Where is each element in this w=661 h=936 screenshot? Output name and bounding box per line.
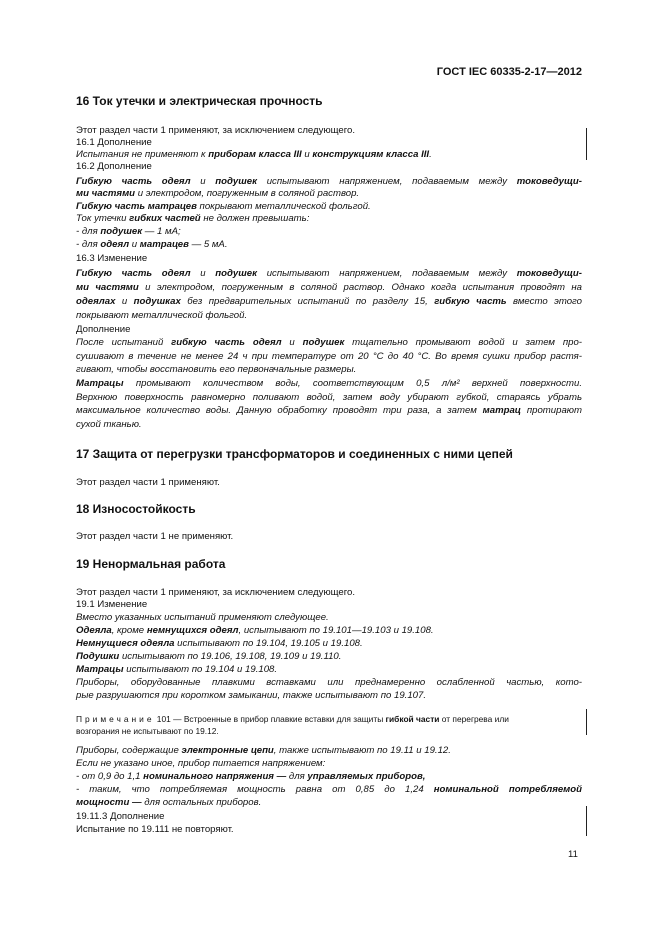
mattress-line1: Матрацы промывают количеством воды, соответствующим 0,5 л/м² верхней поверхности. <box>76 378 582 389</box>
section-18-title: 18 Износостойкость <box>76 502 196 516</box>
page-number: 11 <box>568 849 578 860</box>
clause-16-3-line4: покрывают металлической фольгой. <box>76 310 248 321</box>
section-17-title: 17 Защита от перегрузки трансформаторов и соединенных с ними цепей <box>76 447 513 461</box>
clause-16-1-text: Испытания не применяют к приборам класса III и конструкциям класса III. <box>76 149 432 160</box>
clause-16-2-p3: Ток утечки гибких частей не должен превышать: <box>76 213 310 224</box>
clause-19-e2: Если не указано иное, прибор питается напряжением: <box>76 758 326 769</box>
clause-19-1-r6: Приборы, оборудованные плавкими вставками или преднамеренно ослабленной частью, кото- <box>76 677 582 688</box>
clause-19-e4: - таким, что потребляемая мощность равна от 0,85 до 1,24 номинальной потребляемой <box>76 784 582 795</box>
section-18-text: Этот раздел части 1 не применяют. <box>76 531 234 542</box>
clause-19-11-3-text: Испытание по 19.111 не повторяют. <box>76 824 234 835</box>
section-19-intro: Этот раздел части 1 применяют, за исключением следующего. <box>76 587 356 598</box>
clause-16-3-line3: одеялах и подушках без предварительных испытаний по разделу 15, гибкую часть вместо этого <box>76 296 582 307</box>
section-17-text: Этот раздел части 1 применяют. <box>76 477 220 488</box>
change-bar <box>586 128 587 160</box>
clause-19-e1: Приборы, содержащие электронные цепи, также испытывают по 19.11 и 19.12. <box>76 745 451 756</box>
clause-19-1-r1: Вместо указанных испытаний применяют следующее. <box>76 612 329 623</box>
mattress-line2: Верхнюю поверхность равномерно поливают водой, затем воду убирают губкой, стараясь убрать <box>76 392 582 403</box>
clause-16-2-list-item-2: - для одеял и матрацев — 5 мА. <box>76 239 228 250</box>
change-bar <box>586 709 587 735</box>
clause-16-3-line2: ми частями и электродом, погруженным в соляной раствор. Однако когда испытания проводят на <box>76 282 582 293</box>
addition-line2: сушивают в течение не менее 24 ч при температуре от 20 °С до 40 °С. Во время сушки прибор растя- <box>76 351 582 362</box>
clause-19-11-3-head: 19.11.3 Дополнение <box>76 811 165 822</box>
section-16-intro: Этот раздел части 1 применяют, за исключением следующего. <box>76 125 356 136</box>
section-16-title: 16 Ток утечки и электрическая прочность <box>76 94 323 108</box>
clause-16-1-head: 16.1 Дополнение <box>76 137 152 148</box>
clause-16-3-line1: Гибкую часть одеял и подушек испытывают напряжением, подаваемым между токоведущи- <box>76 268 582 279</box>
clause-19-1-r3: Немнущиеся одеяла испытывают по 19.104, 19.105 и 19.108. <box>76 638 363 649</box>
clause-19-1-head: 19.1 Изменение <box>76 599 148 610</box>
section-19-title: 19 Ненормальная работа <box>76 557 226 571</box>
clause-19-1-r2: Одеяла, кроме немнущихся одеял, испытывают по 19.101—19.103 и 19.108. <box>76 625 434 636</box>
clause-19-e5: мощности — для остальных приборов. <box>76 797 262 808</box>
document-header: ГОСТ IEC 60335-2-17—2012 <box>436 66 582 78</box>
clause-19-1-r5: Матрацы испытывают по 19.104 и 19.108. <box>76 664 278 675</box>
note-101-line2: возгорания не испытывают по 19.12. <box>76 726 219 736</box>
clause-16-2-p2: Гибкую часть матрацев покрывают металлической фольгой. <box>76 201 371 212</box>
change-bar <box>586 806 587 836</box>
mattress-line3: максимальное количество воды. Данную обработку проводят три раза, а затем матрац протирают <box>76 405 583 416</box>
mattress-line4: сухой тканью. <box>76 419 142 430</box>
addition-line1: После испытаний гибкую часть одеял и подушек тщательно промывают водой и затем про- <box>76 337 582 348</box>
clause-16-2-list-item-1: - для подушек — 1 мА; <box>76 226 181 237</box>
clause-19-e3: - от 0,9 до 1,1 номинального напряжения — для управляемых приборов, <box>76 771 426 782</box>
note-101-line1: Примечание 101 — Встроенные в прибор плавкие вставки для защиты гибкой части от перегрева или <box>76 714 509 724</box>
addition-line3: гивают, чтобы восстановить его первоначальные размеры. <box>76 364 357 375</box>
clause-16-2-head: 16.2 Дополнение <box>76 161 152 172</box>
clause-16-3-head: 16.3 Изменение <box>76 253 148 264</box>
clause-19-1-r7: рые разрушаются при коротком замыкании, также испытывают по 19.107. <box>76 690 427 701</box>
clause-19-1-r4: Подушки испытывают по 19.106, 19.108, 19.109 и 19.110. <box>76 651 342 662</box>
clause-16-2-p1-line2: ми частями и электродом, погруженным в соляной раствор. <box>76 188 360 199</box>
clause-16-2-p1-line1: Гибкую часть одеял и подушек испытывают напряжением, подаваемым между токоведущи- <box>76 176 582 187</box>
addition-head: Дополнение <box>76 324 131 335</box>
